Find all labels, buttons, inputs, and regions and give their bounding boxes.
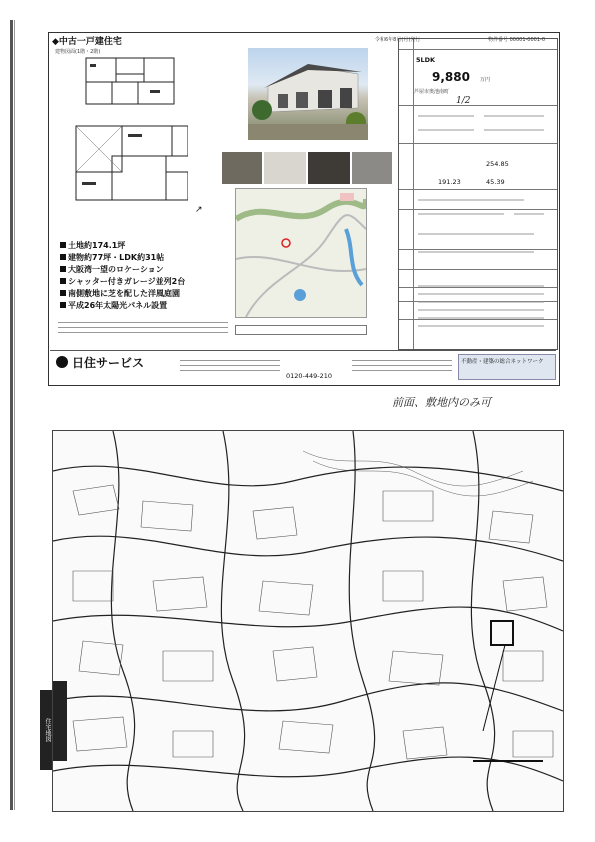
issue-date: 令和6年8月(月)発行 <box>375 37 421 43</box>
scan-edge-line <box>14 20 15 810</box>
residential-map <box>52 430 564 812</box>
area-value: 191.23 <box>438 178 461 186</box>
feature-item: シャッター付きガレージ並列2台 <box>60 276 185 288</box>
price-unit: 万円 <box>480 77 491 83</box>
company-info-lines <box>180 356 280 378</box>
interior-photo-4 <box>352 152 392 184</box>
side-stamp: 住宅地図 <box>40 690 52 770</box>
feature-item: 南側敷地に芝を配した洋風庭園 <box>60 288 185 300</box>
feature-item: 建物約77坪・LDK約31帖 <box>60 252 185 264</box>
exterior-photo <box>248 48 368 140</box>
ref-code: 物件番号 00001-0001-0 <box>488 37 546 43</box>
area-build: 45.39 <box>486 178 505 186</box>
interior-photo-1 <box>222 152 262 184</box>
map-caption-box <box>235 325 367 335</box>
feature-item: 土地約174.1坪 <box>60 240 185 252</box>
area-land: 254.85 <box>486 160 509 168</box>
footer-divider <box>50 350 556 351</box>
location: 芦屋市奥池南町 <box>414 89 450 95</box>
location-map <box>235 188 367 318</box>
feature-item: 平成26年太陽光パネル設置 <box>60 300 185 312</box>
flyer-title: ◆中古一戸建住宅 <box>52 37 122 47</box>
layout-type: 5LDK <box>416 56 436 64</box>
scan-edge <box>10 20 13 810</box>
branch-info-lines <box>352 356 452 378</box>
handwritten-note: 前面、敷地内のみ可 <box>392 396 491 409</box>
handwritten-fraction: 1/2 <box>456 96 471 106</box>
spec-detail-lines <box>414 110 554 340</box>
floor-plan-drawing <box>58 54 188 224</box>
company-phone: 0120-449-210 <box>286 372 333 380</box>
fine-print <box>58 318 228 344</box>
company-name: 日住サービス <box>72 356 145 370</box>
company-tagline: 不動産・建築の総合ネットワーク <box>458 354 556 380</box>
price-value: 9,880 <box>432 70 470 84</box>
feature-item: 大阪湾一望のロケーション <box>60 264 185 276</box>
plan-label: 建物図面(1階・2階) <box>55 49 101 55</box>
interior-photo-3 <box>308 152 350 184</box>
north-arrow-icon: ↗ <box>195 205 203 215</box>
feature-list <box>60 240 185 312</box>
company-logo-icon <box>56 356 68 368</box>
interior-photo-2 <box>264 152 306 184</box>
